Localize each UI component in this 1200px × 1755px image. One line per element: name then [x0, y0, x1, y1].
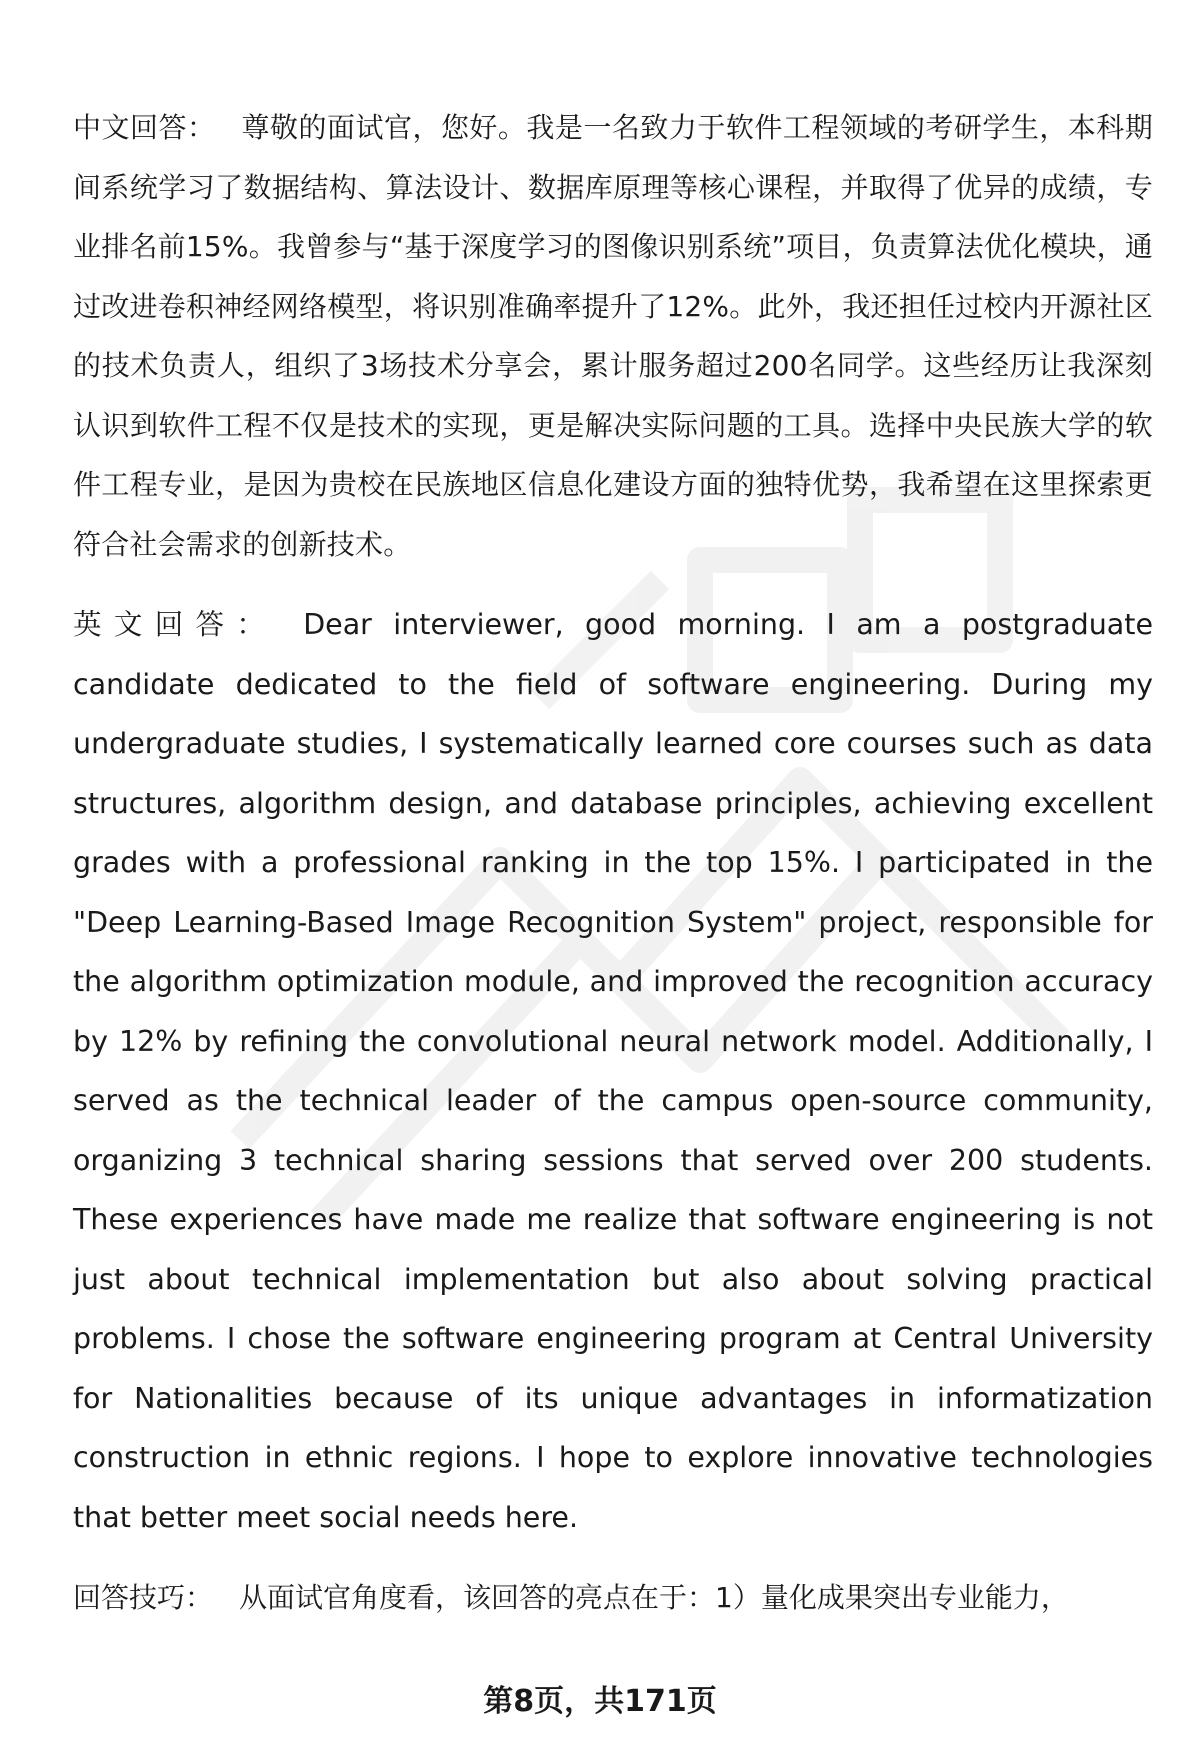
english-answer-paragraph — [73, 595, 1153, 1547]
chinese-answer-text: 尊敬的面试官，您好。我是一名致力于软件工程领域的考研学生，本科期间系统学习了数据结构、算法设计、数据库原理等核心课程，并取得了优异的成绩，专业排名前15%。我曾参与“基于深度学习的图像识别系统”项目，负责算法优化模块，通过改进卷积神经网络模型，将识别准确率提升了12%。此外，我还担任过校内开源社区的技术负责人，组织了3场技术分享会，累计服务超过200名同学。这些经历让我深刻认识到软件工程不仅是技术的实现，更是解决实际问题的工具。选择中央民族大学的软件工程专业，是因为贵校在民族地区信息化建设方面的独特优势，我希望在这里探索更符合社会需求的创新技术。 — [73, 111, 1153, 561]
answer-tips-paragraph — [73, 1568, 1153, 1628]
document-body — [73, 98, 1153, 1628]
page-number-footer: 第8页，共171页 — [483, 1684, 717, 1719]
english-answer-text: Dear interviewer, good morning. I am a postgraduate candidate dedicated to the field of software engineering. During my undergraduate studies, I systematically learned core courses such as data structures, algorithm design, and database principles, achieving excellent grades with a professional ranking in the top 15%. I participated in the "Deep Learning-Based Image Recognition System" project, responsible for the algorithm optimization module, and improved the recognition accuracy by 12% by refining the convolutional neural network model. Additionally, I served as the technical leader of the campus open-source community, organizing 3 technical sharing sessions that served over 200 students. These experiences have made me realize that software engineering is not just about technical implementation but also about solving practical problems. I chose the software engineering program at Central University for Nationalities because of its unique advantages in informatization construction in ethnic regions. I hope to explore innovative technologies that better meet social needs here. — [73, 608, 1153, 1534]
answer-tips-label: 回答技巧： — [73, 1581, 214, 1614]
english-answer-label: 英文回答： — [73, 608, 278, 641]
answer-tips-text: 从面试官角度看，该回答的亮点在于：1）量化成果突出专业能力， — [239, 1581, 1069, 1614]
chinese-answer-label: 中文回答： — [73, 111, 216, 144]
chinese-answer-paragraph — [73, 98, 1153, 574]
